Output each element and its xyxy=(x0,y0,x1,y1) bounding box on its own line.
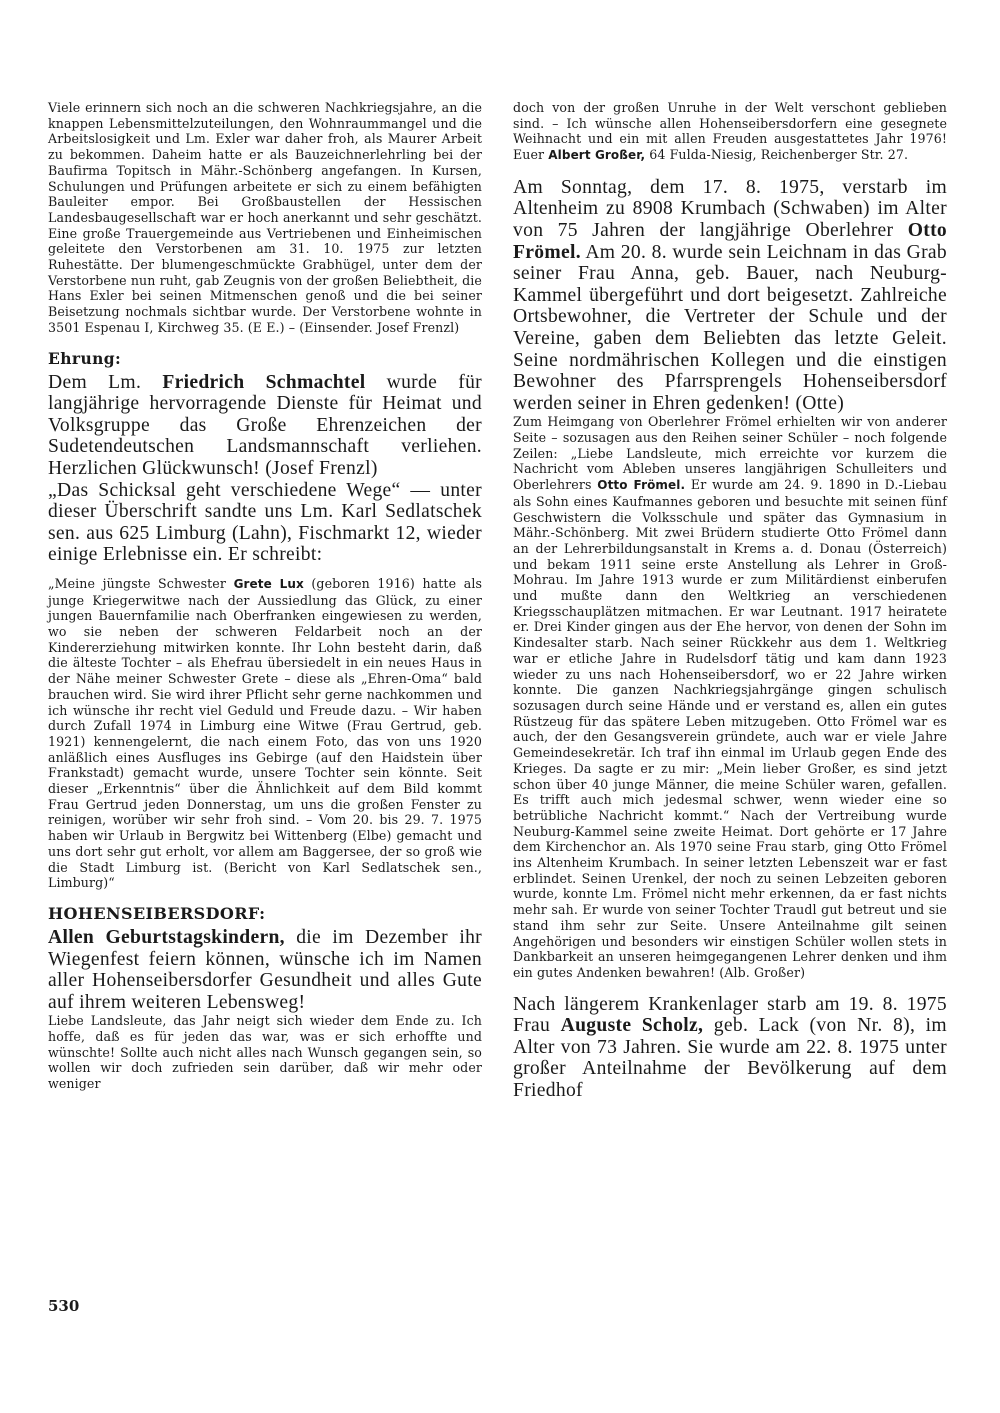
ehrung-heading: Ehrung: xyxy=(48,348,122,368)
obit1-post: Am 20. 8. wurde sein Leichnam in das Grab seiner Frau Anna, geb. Bauer, nach Neuburg-Kammel übergeführt und dort beigesetzt. Zahlreiche Ortsbewohner, die Vertreter der Schule und der Vereine, gaben dem Beliebten das letzte Geleit. Seine nordmährischen Kollegen und die einstigen Bewohner des Pfarrsprengels Hohenseibersdorf werden seiner in Ehren gedenken! (Otte) xyxy=(513,241,947,414)
letter-post: (geboren 1916) hatte als junge Kriegerwitwe nach der Aussiedlung das Glück, zu einer jungen Bauernfamilie nach Oberfranken eingewiesen zu werden, wo sie neben der schweren Feldarbeit noch an der Kindererziehung mitwirken konnte. Ihr Lohn besteht darin, daß die älteste Tochter – als Ehefrau übersiedelt in ein neues Haus in der Nähe meiner Schwester Grete – diese als „Ehren-Oma“ bald brauchen wird. Sie wird ihrer Pflicht sehr gerne nachkommen und ich wünsche ihr recht viel Geduld und Freude dazu. – Wir haben durch Zufall 1974 in Limburg eine Witwe (Frau Gertrud, geb. 1921) kennengelernt, die nach einem Foto, das von uns 1920 anläßlich eines Ausfluges ins Gebirge (auf den Haidstein über Frankstadt) gemacht wurde, unsere Tochter sein könnte. Seit dieser „Erkenntnis“ über die Ähnlichkeit auf dem Bild kommt Frau Gertrud jeden Donnerstag, um uns die großen Fenster zu reinigen, worüber wir sehr froh sind. – Vom 20. bis 29. 7. 1975 haben wir Urlaub in Bergwitz bei Wittenberg (Elbe) gemacht und uns dort sehr gut erholt, vor allem am Baggersee, der so groß wie die Stadt Limburg ist. (Bericht von Karl Sedlatschek sen., Limburg)“ xyxy=(48,575,483,891)
birthday-text: die im Dezember ihr Wiegenfest feiern können, wünsche ich im Namen aller Hohenseibersdorfer Gesundheit und alles Gute auf ihrem weiteren Lebensweg! xyxy=(48,926,482,1013)
birthday-bold: Allen Geburtstagskindern, xyxy=(48,926,285,948)
obit2-name: Auguste Scholz, xyxy=(560,1015,704,1037)
letter-name: Grete Lux xyxy=(233,576,304,591)
letter-pre: „Meine jüngste Schwester xyxy=(48,575,234,591)
greeting-cont-pre: doch von der großen Unruhe in der Welt verschont geblieben sind. – Ich wünsche allen Hohenseibersdorfern eine gesegnete Weihnacht und ein mit allen Freuden ausgestattetes Jahr 1976! Euer xyxy=(513,100,947,163)
ehrung-honoree-name: Friedrich Schmachtel xyxy=(162,371,366,393)
christmas-greeting: Liebe Landsleute, das Jahr neigt sich wieder dem Ende zu. Ich hoffe, daß es für jeden das war, was er sich erhoffte und wünschte! Sollte auch nicht alles nach Wunsch gegangen sein, so wollen wir doch zufrieden sein darüber, daß wir mehr oder weniger xyxy=(48,1013,482,1092)
schicksal-intro: „Das Schicksal geht verschiedene Wege“ — unter dieser Überschrift sandte uns Lm. Karl Sedlatschek sen. aus 625 Limburg (Lahn), Fischmarkt 12, wieder einige Erlebnisse ein. Er schreibt: xyxy=(48,479,482,566)
greeting-signature: Albert Großer, xyxy=(548,148,646,163)
scholz-obituary xyxy=(513,994,947,1102)
ehrung-pre: Dem Lm. xyxy=(48,371,163,393)
right-column xyxy=(513,100,947,1102)
exler-obituary-text: Viele erinnern sich noch an die schweren Nachkriegsjahre, an die knappen Lebensmittelzuteilungen, den Wohnraummangel und die Arbeitslosigkeit und Lm. Exler war daher froh, als Maurer Arbeit zu bekommen. Daheim hatte er als Bauzeichnerlehrling bei der Baufirma Topitsch in Mähr.-Schönberg angefangen. In Kursen, Schulungen und Prüfungen arbeitete er sich zu einem befähigten Bauleiter empor. Bei Großbaustellen der Hessischen Landesbaugesellschaft war er hoch anerkannt und sehr geschätzt. Eine große Trauergemeinde aus Vertriebenen und Einheimischen geleitete den Verstorbenen am 31. 10. 1975 zur letzten Ruhestätte. Der blumengeschmückte Grabhügel, unter dem der Verstorbene nun ruht, gab Zeugnis von der großen Beliebtheit, die Hans Exler bei seinen Mitmenschen genoß und die bei seiner Beisetzung nochmals sichtbar wurde. Der Verstorbene wohnte in 3501 Espenau I, Kirchweg 35. (E E.) – (Einsender. Josef Frenzl) xyxy=(48,100,482,335)
greeting-address: 64 Fulda-Niesig, Reichenberger Str. 27. xyxy=(645,147,909,163)
obit2-post: geb. Lack (von Nr. 8), im Alter von 73 Jahren. Sie wurde am 22. 8. 1975 unter großer Anteilnahme der Bevölkerung auf dem Friedhof xyxy=(513,1015,947,1102)
tribute-post: Er wurde am 24. 9. 1890 in D.-Liebau als Sohn eines Kaufmannes geboren und besuchte mit seinen fünf Geschwistern die Volksschule und später das Gymnasium in Mähr.-Schönberg. Mit zwei Brüdern studierte Otto Frömel dann an der Lehrerbildungsanstalt in Krems a. d. Donau (Österreich) und bekam 1911 seine erste Anstellung als Lehrer in Groß-Mohrau. Im Jahre 1913 wurde er zum Militärdienst einberufen und mußte dann den Weltkrieg an verschiedenen Kriegsschauplätzen mitmachen. Er war Leutnant. 1917 heiratete er. Drei Kinder gingen aus der Ehe hervor, von denen der Sohn im Kindesalter starb. Nach seiner Rückkehr aus dem 1. Weltkrieg war er etliche Jahre in Rudelsdorf tätig und kam dann 1923 wieder zu uns nach Hohenseibersdorf, wo er 22 Jahre wirken konnte. Die ganzen Nachkriegsjahrgänge gingen schulisch sozusagen durch seine Hände und er verstand es, allen ein gutes Rüstzeug für das spätere Leben mitzugeben. Otto Frömel war es auch, der den Gesangsverein gründete, auch war er viele Jahre Gemeindesekretär. Ich traf ihn einmal im Urlaub gegen Ende des Krieges. Da sagte er zu mir: „Mein lieber Großer, es sind jetzt schon über 40 junge Männer, die meine Schüler waren, gefallen. Es trifft auch mich jedesmal schwer, wenn wieder eine so betrübliche Nachricht kommt.“ Nach der Vertreibung wurde Neuburg-Kammel seine zweite Heimat. Dort gehörte er 17 Jahre dem Kirchenchor an. Als 1970 seine Frau starb, ging Otto Frömel ins Altenheim Krumbach. In seiner letzten Lebenszeit war er fast erblindet. Seinen Urenkel, der noch zu seinen Lebzeiten geboren wurde, konnte Lm. Frömel nicht mehr erkennen, da er fast nichts mehr sah. Er wurde von seiner Tochter Traudl gut betreut und sie stand ihm sehr zur Seite. Unsere Anteilnahme gilt seinen Angehörigen und besonders wir einstigen Schüler wollen stets in Dankbarkeit an unseren heimgegangenen Lehrer denken und ihm ein gutes Andenken bewahren! (Alb. Großer) xyxy=(513,477,947,980)
birthday-paragraph xyxy=(48,927,482,1013)
obit2-pre: Nach längerem Krankenlager starb am 19. 8. 1975 Frau xyxy=(513,993,947,1037)
ehrung-paragraph xyxy=(48,372,482,480)
hohenseibersdorf-heading: HOHENSEIBERSDORF: xyxy=(48,903,266,923)
obit1-name: Otto Frömel. xyxy=(513,220,947,263)
greeting-continuation xyxy=(513,100,947,164)
tribute-name: Otto Frömel. xyxy=(597,478,686,493)
page-number: 530 xyxy=(48,1297,80,1315)
ehrung-post: wurde für langjährige hervorragende Dienste für Heimat und Volksgruppe das Große Ehrenzeichen der Sudetendeutschen Landsmannschaft verliehen. Herzlichen Glückwunsch! (Josef Frenzl) xyxy=(48,371,482,479)
left-column xyxy=(48,100,482,1092)
tribute-pre: Zum Heimgang von Oberlehrer Frömel erhielten wir von anderer Seite – sozusagen aus den Reihen seiner Schüler – noch folgende Zeilen: „Liebe Landsleute, mich erreichte vor kurzem die Nachricht vom Ableben unseres langjährigen Schulleiters und Oberlehrers xyxy=(513,414,947,493)
sedlatschek-letter xyxy=(48,576,482,891)
obit1-pre: Am Sonntag, dem 17. 8. 1975, verstarb im Altenheim zu 8908 Krumbach (Schwaben) im Alter von 75 Jahren der langjährige Oberlehrer xyxy=(513,176,947,241)
fromel-obituary xyxy=(513,177,947,415)
fromel-tribute xyxy=(513,414,947,980)
